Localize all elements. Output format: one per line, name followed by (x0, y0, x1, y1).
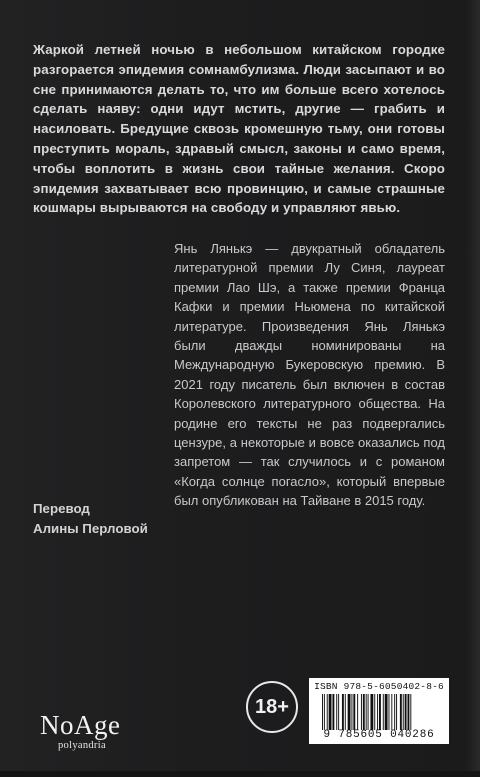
barcode-bar (370, 694, 373, 730)
barcode-bar (348, 694, 351, 730)
barcode-bar (400, 694, 402, 730)
translator-name: Алины Перловой (33, 521, 148, 536)
age-rating-badge (246, 681, 298, 733)
barcode-bar (322, 694, 323, 730)
barcode-bar (338, 694, 339, 730)
isbn-number: ISBN 978-5-6050402-8-6 (314, 681, 444, 692)
barcode-bar (394, 694, 395, 730)
barcode-bar (363, 694, 365, 730)
barcode-bar (385, 694, 388, 730)
barcode-bar (374, 694, 375, 730)
barcode-bar (324, 694, 325, 730)
barcode-bar (368, 694, 369, 730)
barcode-bar (351, 694, 352, 730)
barcode-bar (366, 694, 367, 730)
author-bio: Янь Лянькэ — двукратный обладатель литературной премии Лу Синя, лауреат премии Лао Шэ, а также премии Франца Кафки и премии Ньюмена по китайской литературе. Произведения Янь Лянькэ были дважды номинированы на Международную Букеровскую премию. В 2021 году писатель был включен в состав Королевского литературного общества. На родине его тексты не раз подвергались цензуре, а некоторые и вовсе оказались под запретом — так случилось и с романом «Когда солнце погасло», который впервые был опубликован на Тайване в 2015 году. (174, 241, 445, 509)
barcode-bar (353, 694, 355, 730)
barcode-bar (403, 694, 404, 730)
barcode-bar (391, 694, 392, 730)
barcode-bar (410, 694, 411, 730)
barcode-bar (329, 694, 332, 730)
barcode-bars (322, 694, 444, 730)
age-rating-text: 18+ (255, 695, 289, 718)
barcode-bar (408, 694, 410, 730)
publisher-logo-wordmark: NoAge (40, 710, 121, 740)
barcode-bar (377, 694, 378, 730)
barcode-bar (357, 694, 358, 730)
barcode-bar (327, 694, 328, 730)
barcode-bar (389, 694, 390, 730)
cover-bottom-edge (0, 771, 480, 777)
barcode-bar (383, 694, 384, 730)
book-blurb: Жаркой летней ночью в небольшом китайском городке разгорается эпидемия сомнамбулизма. Люди засыпают и во сне принимаются делать то, что им больше всего хотелось сделать наяву: одни идут мстить, другие — грабить и насиловать. Бредущие сквозь кромешную тьму, они готовы преступить мораль, здравый смысл, законы и само время, чтобы воплотить в жизнь свои тайные желания. Скоро эпидемия захватывает всю провинцию, и самые страшные кошмары вырываются на свободу и управляют явью. (33, 42, 445, 216)
barcode-bar (379, 694, 381, 730)
barcode-bar (405, 694, 407, 730)
barcode-bar (396, 694, 397, 730)
publisher-imprint: polyandria (58, 740, 106, 751)
publisher-logo (40, 712, 140, 751)
translator-credit (33, 499, 233, 539)
barcode-bar (332, 694, 334, 730)
barcode-bar (336, 694, 337, 730)
cover-edge-shadow (466, 0, 480, 777)
barcode-bar (361, 694, 362, 730)
barcode-bar (345, 694, 346, 730)
barcode-digits: 9 785605 040286 (323, 729, 435, 741)
isbn-barcode (309, 678, 449, 744)
translation-label: Перевод (33, 501, 90, 516)
barcode-bar (342, 694, 344, 730)
